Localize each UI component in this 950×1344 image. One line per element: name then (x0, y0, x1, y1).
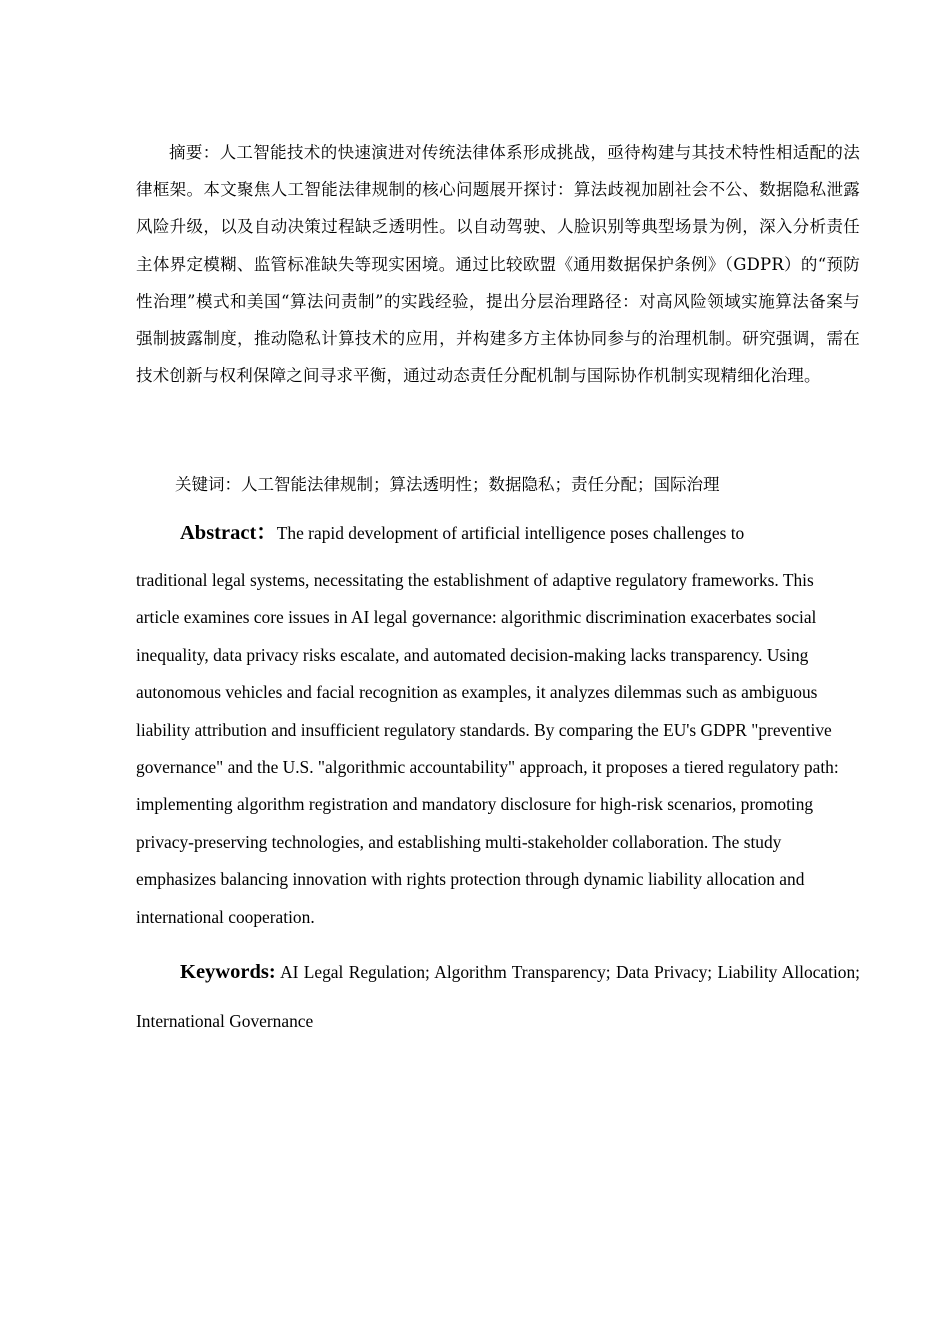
english-abstract-text: traditional legal systems, necessitating the establishment of adaptive regulatory frameworks. This article examines core issues in AI legal governance: algorithmic discrimination exacerbates social inequality, data privacy risks escalate, and automated decision-making lacks transparency. Using autonomous vehicles and facial recognition as examples, it analyzes dilemmas such as ambiguous liability attribution and insufficient regulatory standards. By comparing the EU's GDPR "preventive governance" and the U.S. "algorithmic accountability" approach, it proposes a tiered regulatory path: implementing algorithm registration and mandatory disclosure for high-risk scenarios, promoting privacy-preserving technologies, and establishing multi-stakeholder collaboration. The study emphasizes balancing innovation with rights protection through dynamic liability allocation and international cooperation. (136, 570, 839, 927)
chinese-keywords (136, 468, 860, 502)
chinese-abstract (136, 134, 860, 394)
chinese-abstract-label: 摘要： (169, 143, 220, 162)
english-abstract (136, 514, 860, 936)
english-keywords-text: AI Legal Regulation; Algorithm Transparency; Data Privacy; Liability Allocation; International Governance (136, 962, 860, 1031)
english-abstract-first-text: The rapid development of artificial intelligence poses challenges to (276, 523, 745, 543)
english-keywords (136, 948, 860, 1046)
chinese-keywords-label: 关键词： (175, 475, 241, 494)
chinese-abstract-text: 人工智能技术的快速演进对传统法律体系形成挑战，亟待构建与其技术特性相适配的法律框架。本文聚焦人工智能法律规制的核心问题展开探讨：算法歧视加剧社会不公、数据隐私泄露风险升级，以及自动决策过程缺乏透明性。以自动驾驶、人脸识别等典型场景为例，深入分析责任主体界定模糊、监管标准缺失等现实困境。通过比较欧盟《通用数据保护条例》（GDPR）的“预防性治理”模式和美国“算法问责制”的实践经验，提出分层治理路径：对高风险领域实施算法备案与强制披露制度，推动隐私计算技术的应用，并构建多方主体协同参与的治理机制。研究强调，需在技术创新与权利保障之间寻求平衡，通过动态责任分配机制与国际协作机制实现精细化治理。 (136, 143, 860, 386)
chinese-keywords-text: 人工智能法律规制；算法透明性；数据隐私；责任分配；国际治理 (241, 475, 720, 494)
english-abstract-label: Abstract： (180, 522, 277, 544)
english-keywords-label: Keywords: (180, 961, 276, 983)
english-abstract-first-line (136, 514, 860, 562)
